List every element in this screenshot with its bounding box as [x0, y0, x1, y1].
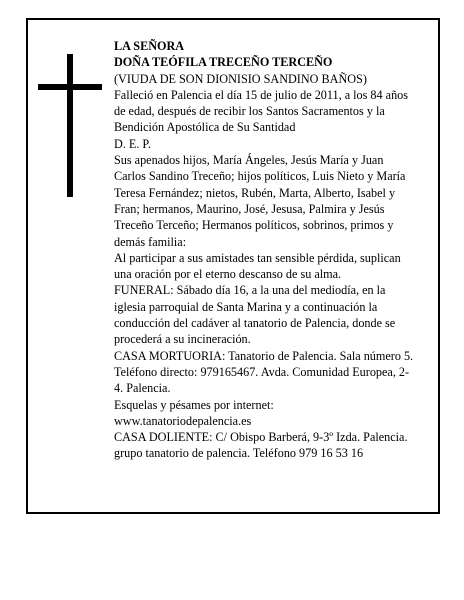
- website-link[interactable]: www.tanatoriodepalencia.es: [114, 413, 252, 428]
- cross-vertical-bar: [67, 54, 73, 197]
- dep-line: D. E. P.: [114, 136, 151, 151]
- internet-label: Esquelas y pésames por internet:: [114, 397, 274, 412]
- family-paragraph: Sus apenados hijos, María Ángeles, Jesús María y Juan Carlos Sandino Treceño; hijos políticos, Luis Nieto y María Teresa Fernández; nietos, Rubén, Marta, Alberto, Isabel y Fran; hermanos, Maurino, José, Jesusa, Palmira y Jesús Treceño Terceño; Hermanos políticos, sobrinos, primos y demás familia:: [114, 153, 406, 249]
- prayer-paragraph: Al participar a sus amistades tan sensible pérdida, suplican una oración por el eterno descanso de su alma.: [114, 250, 401, 282]
- deceased-name: DOÑA TEÓFILA TRECEÑO TERCEÑO: [114, 55, 333, 70]
- cross-icon: [38, 54, 102, 197]
- cross-horizontal-bar: [38, 84, 102, 90]
- obituary-text: [114, 38, 414, 462]
- death-paragraph: Falleció en Palencia el día 15 de julio de 2011, a los 84 años de edad, después de recibir los Santos Sacramentos y la Bendición Apostólica de Su Santidad: [114, 87, 409, 135]
- home-paragraph: CASA DOLIENTE: C/ Obispo Barberá, 9-3º Izda. Palencia.: [114, 430, 408, 445]
- widow-line: (VIUDA DE SON DIONISIO SANDINO BAÑOS): [114, 71, 367, 86]
- footer-line: grupo tanatorio de palencia. Teléfono 979 16 53 16: [114, 446, 364, 461]
- mortuary-paragraph: CASA MORTUORIA: Tanatorio de Palencia. Sala número 5. Teléfono directo: 979165467. Avda. Comunidad Europea, 2-4. Palencia.: [114, 348, 414, 396]
- funeral-paragraph: FUNERAL: Sábado día 16, a la una del mediodía, en la iglesia parroquial de Santa Marina y a continuación la conducción del cadáver al tanatorio de Palencia, donde se procederá a su incineración.: [114, 283, 396, 347]
- notice-title: LA SEÑORA: [114, 39, 185, 53]
